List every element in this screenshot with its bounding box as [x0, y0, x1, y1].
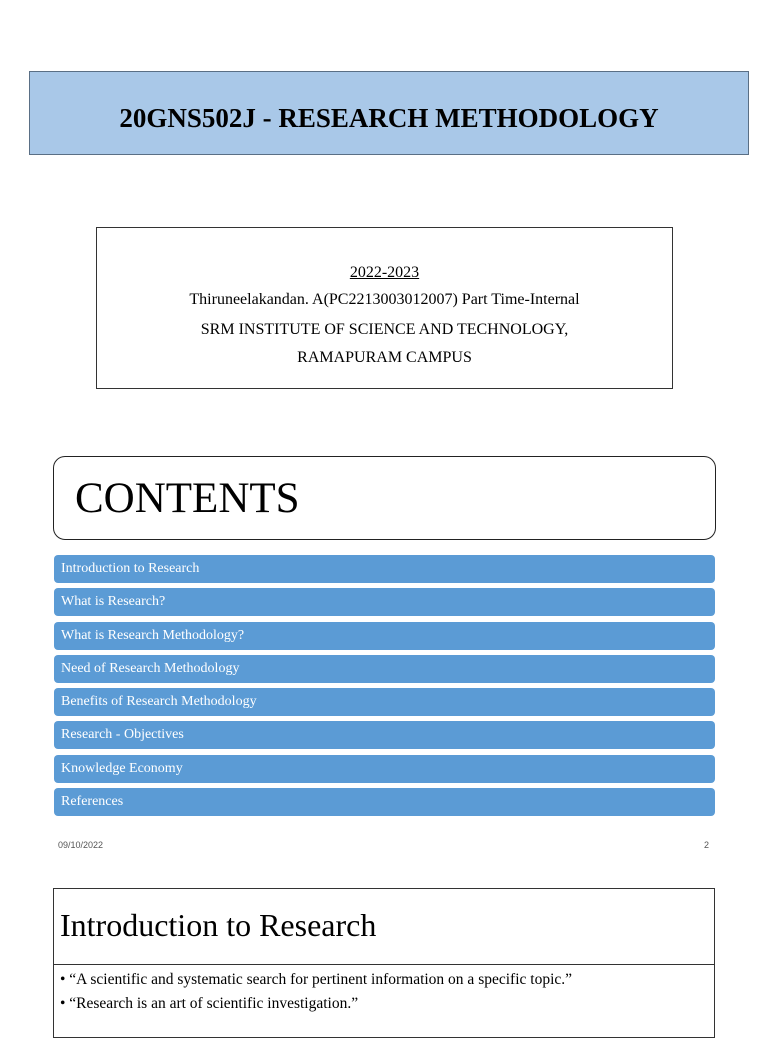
- list-item: • “Research is an art of scientific investigation.”: [60, 995, 359, 1012]
- contents-heading-box: [53, 456, 716, 540]
- footer-date: 09/10/2022: [58, 840, 104, 850]
- toc-item-need[interactable]: Need of Research Methodology: [54, 655, 715, 683]
- intro-title: Introduction to Research: [60, 907, 377, 943]
- title-banner: [29, 71, 749, 155]
- intro-slide: [53, 888, 715, 1038]
- list-item: • “A scientific and systematic search for pertinent information on a specific topic.”: [60, 971, 573, 988]
- page-number: 2: [704, 840, 710, 850]
- toc-item-introduction[interactable]: Introduction to Research: [54, 555, 715, 583]
- campus-line: RAMAPURAM CAMPUS: [297, 349, 472, 366]
- author-line: Thiruneelakandan. A(PC2213003012007) Part Time-Internal: [189, 291, 580, 308]
- page-title: 20GNS502J - RESEARCH METHODOLOGY: [119, 103, 659, 133]
- intro-bullet-list: [60, 968, 572, 1016]
- toc-item-benefits[interactable]: Benefits of Research Methodology: [54, 688, 715, 716]
- academic-year: 2022-2023: [349, 264, 420, 281]
- toc-item-objectives[interactable]: Research - Objectives: [54, 721, 715, 749]
- toc-item-what-is-research[interactable]: What is Research?: [54, 588, 715, 616]
- toc-item-references[interactable]: References: [54, 788, 715, 816]
- contents-title: CONTENTS: [75, 475, 300, 522]
- institute-line: SRM INSTITUTE OF SCIENCE AND TECHNOLOGY,: [200, 321, 569, 338]
- contents-list: [54, 555, 715, 821]
- author-info-box: [96, 227, 673, 389]
- toc-item-research-methodology[interactable]: What is Research Methodology?: [54, 622, 715, 650]
- toc-item-knowledge-economy[interactable]: Knowledge Economy: [54, 755, 715, 783]
- divider: [54, 964, 714, 965]
